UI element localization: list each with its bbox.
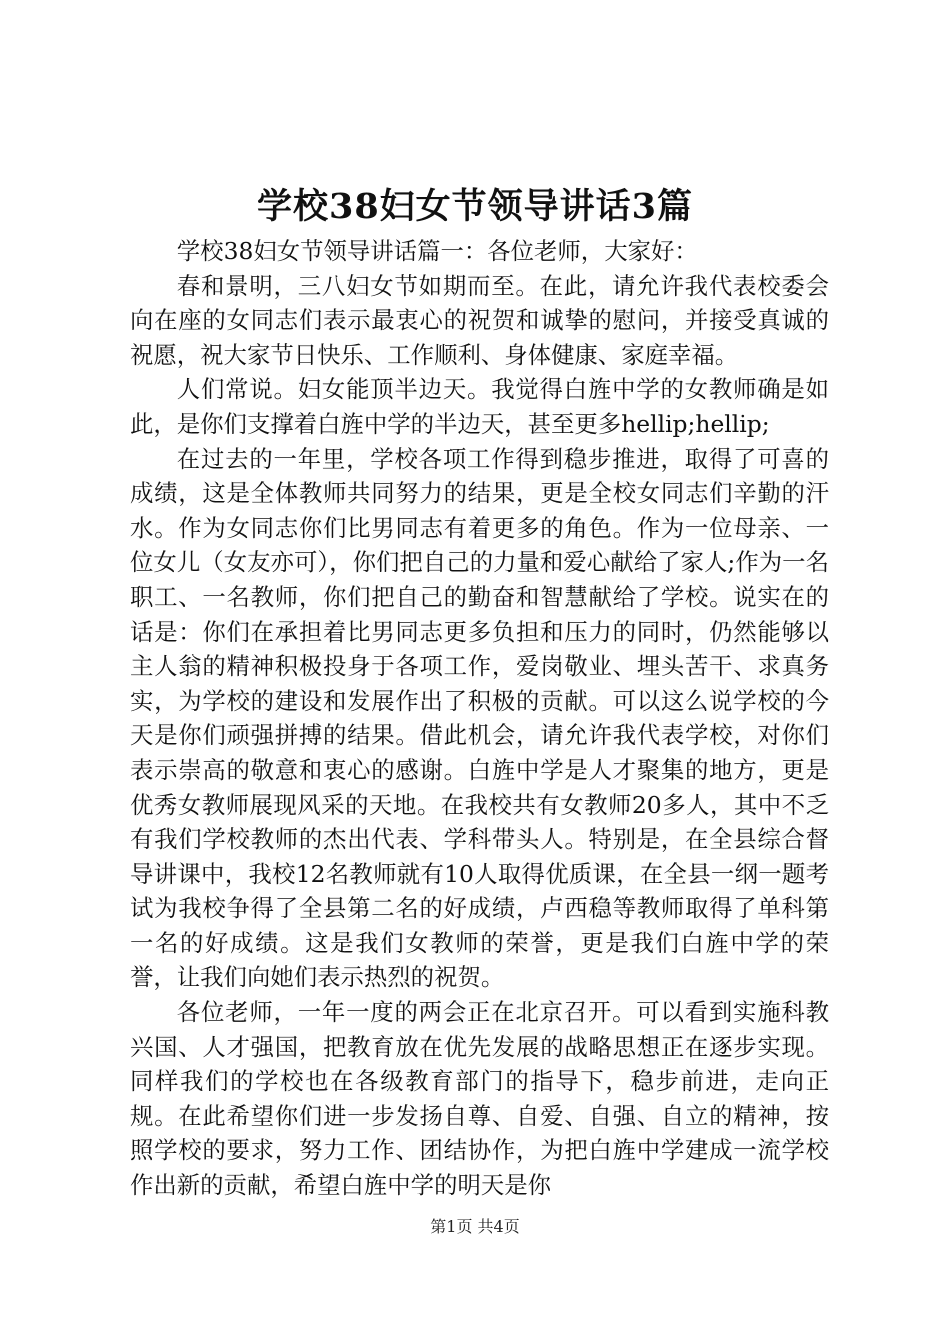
paragraph-opening: 春和景明，三八妇女节如期而至。在此，请允许我代表校委会向在座的女同志们表示最衷心的祝贺和诚挚的慰问，并接受真诚的祝愿，祝大家节日快乐、工作顺利、身体健康、家庭幸福。 (130, 271, 829, 369)
page-title: 学校38妇女节领导讲话3篇 (256, 186, 694, 227)
document-body (130, 234, 829, 1203)
paragraph-greeting: 学校38妇女节领导讲话篇一：各位老师，大家好： (176, 237, 698, 265)
paragraph-half-sky: 人们常说。妇女能顶半边天。我觉得白旌中学的女教师确是如此，是你们支撑着白旌中学的半边天，甚至更多hellip;hellip; (130, 375, 829, 438)
paragraph-achievements: 在过去的一年里，学校各项工作得到稳步推进，取得了可喜的成绩，这是全体教师共同努力的结果，更是全校女同志们辛勤的汗水。作为女同志你们比男同志有着更多的角色。作为一位母亲、一位女儿（女友亦可），你们把自己的力量和爱心献给了家人;作为一名职工、一名教师，你们把自己的勤奋和智慧献给了学校。说实在的话是：你们在承担着比男同志更多负担和压力的同时，仍然能够以主人翁的精神积极投身于各项工作，爱岗敬业、埋头苦干、求真务实，为学校的建设和发展作出了积极的贡献。可以这么说学校的今天是你们顽强拼搏的结果。借此机会，请允许我代表学校，对你们表示崇高的敬意和衷心的感谢。白旌中学是人才聚集的地方，更是优秀女教师展现风采的天地。在我校共有女教师20多人，其中不乏有我们学校教师的杰出代表、学科带头人。特别是，在全县综合督导讲课中，我校12名教师就有10人取得优质课，在全县一纲一题考试为我校争得了全县第二名的好成绩，卢西稳等教师取得了单科第一名的好成绩。这是我们女教师的荣誉，更是我们白旌中学的荣誉，让我们向她们表示热烈的祝贺。 (130, 444, 829, 992)
page-footer: 第1页 共4页 (430, 1217, 520, 1236)
paragraph-two-sessions: 各位老师，一年一度的两会正在北京召开。可以看到实施科教兴国、人才强国，把教育放在优先发展的战略思想正在逐步实现。同样我们的学校也在各级教育部门的指导下，稳步前进，走向正规。在此希望你们进一步发扬自尊、自爱、自强、自立的精神，按照学校的要求，努力工作、团结协作，为把白旌中学建成一流学校作出新的贡献，希望白旌中学的明天是你 (130, 998, 829, 1200)
